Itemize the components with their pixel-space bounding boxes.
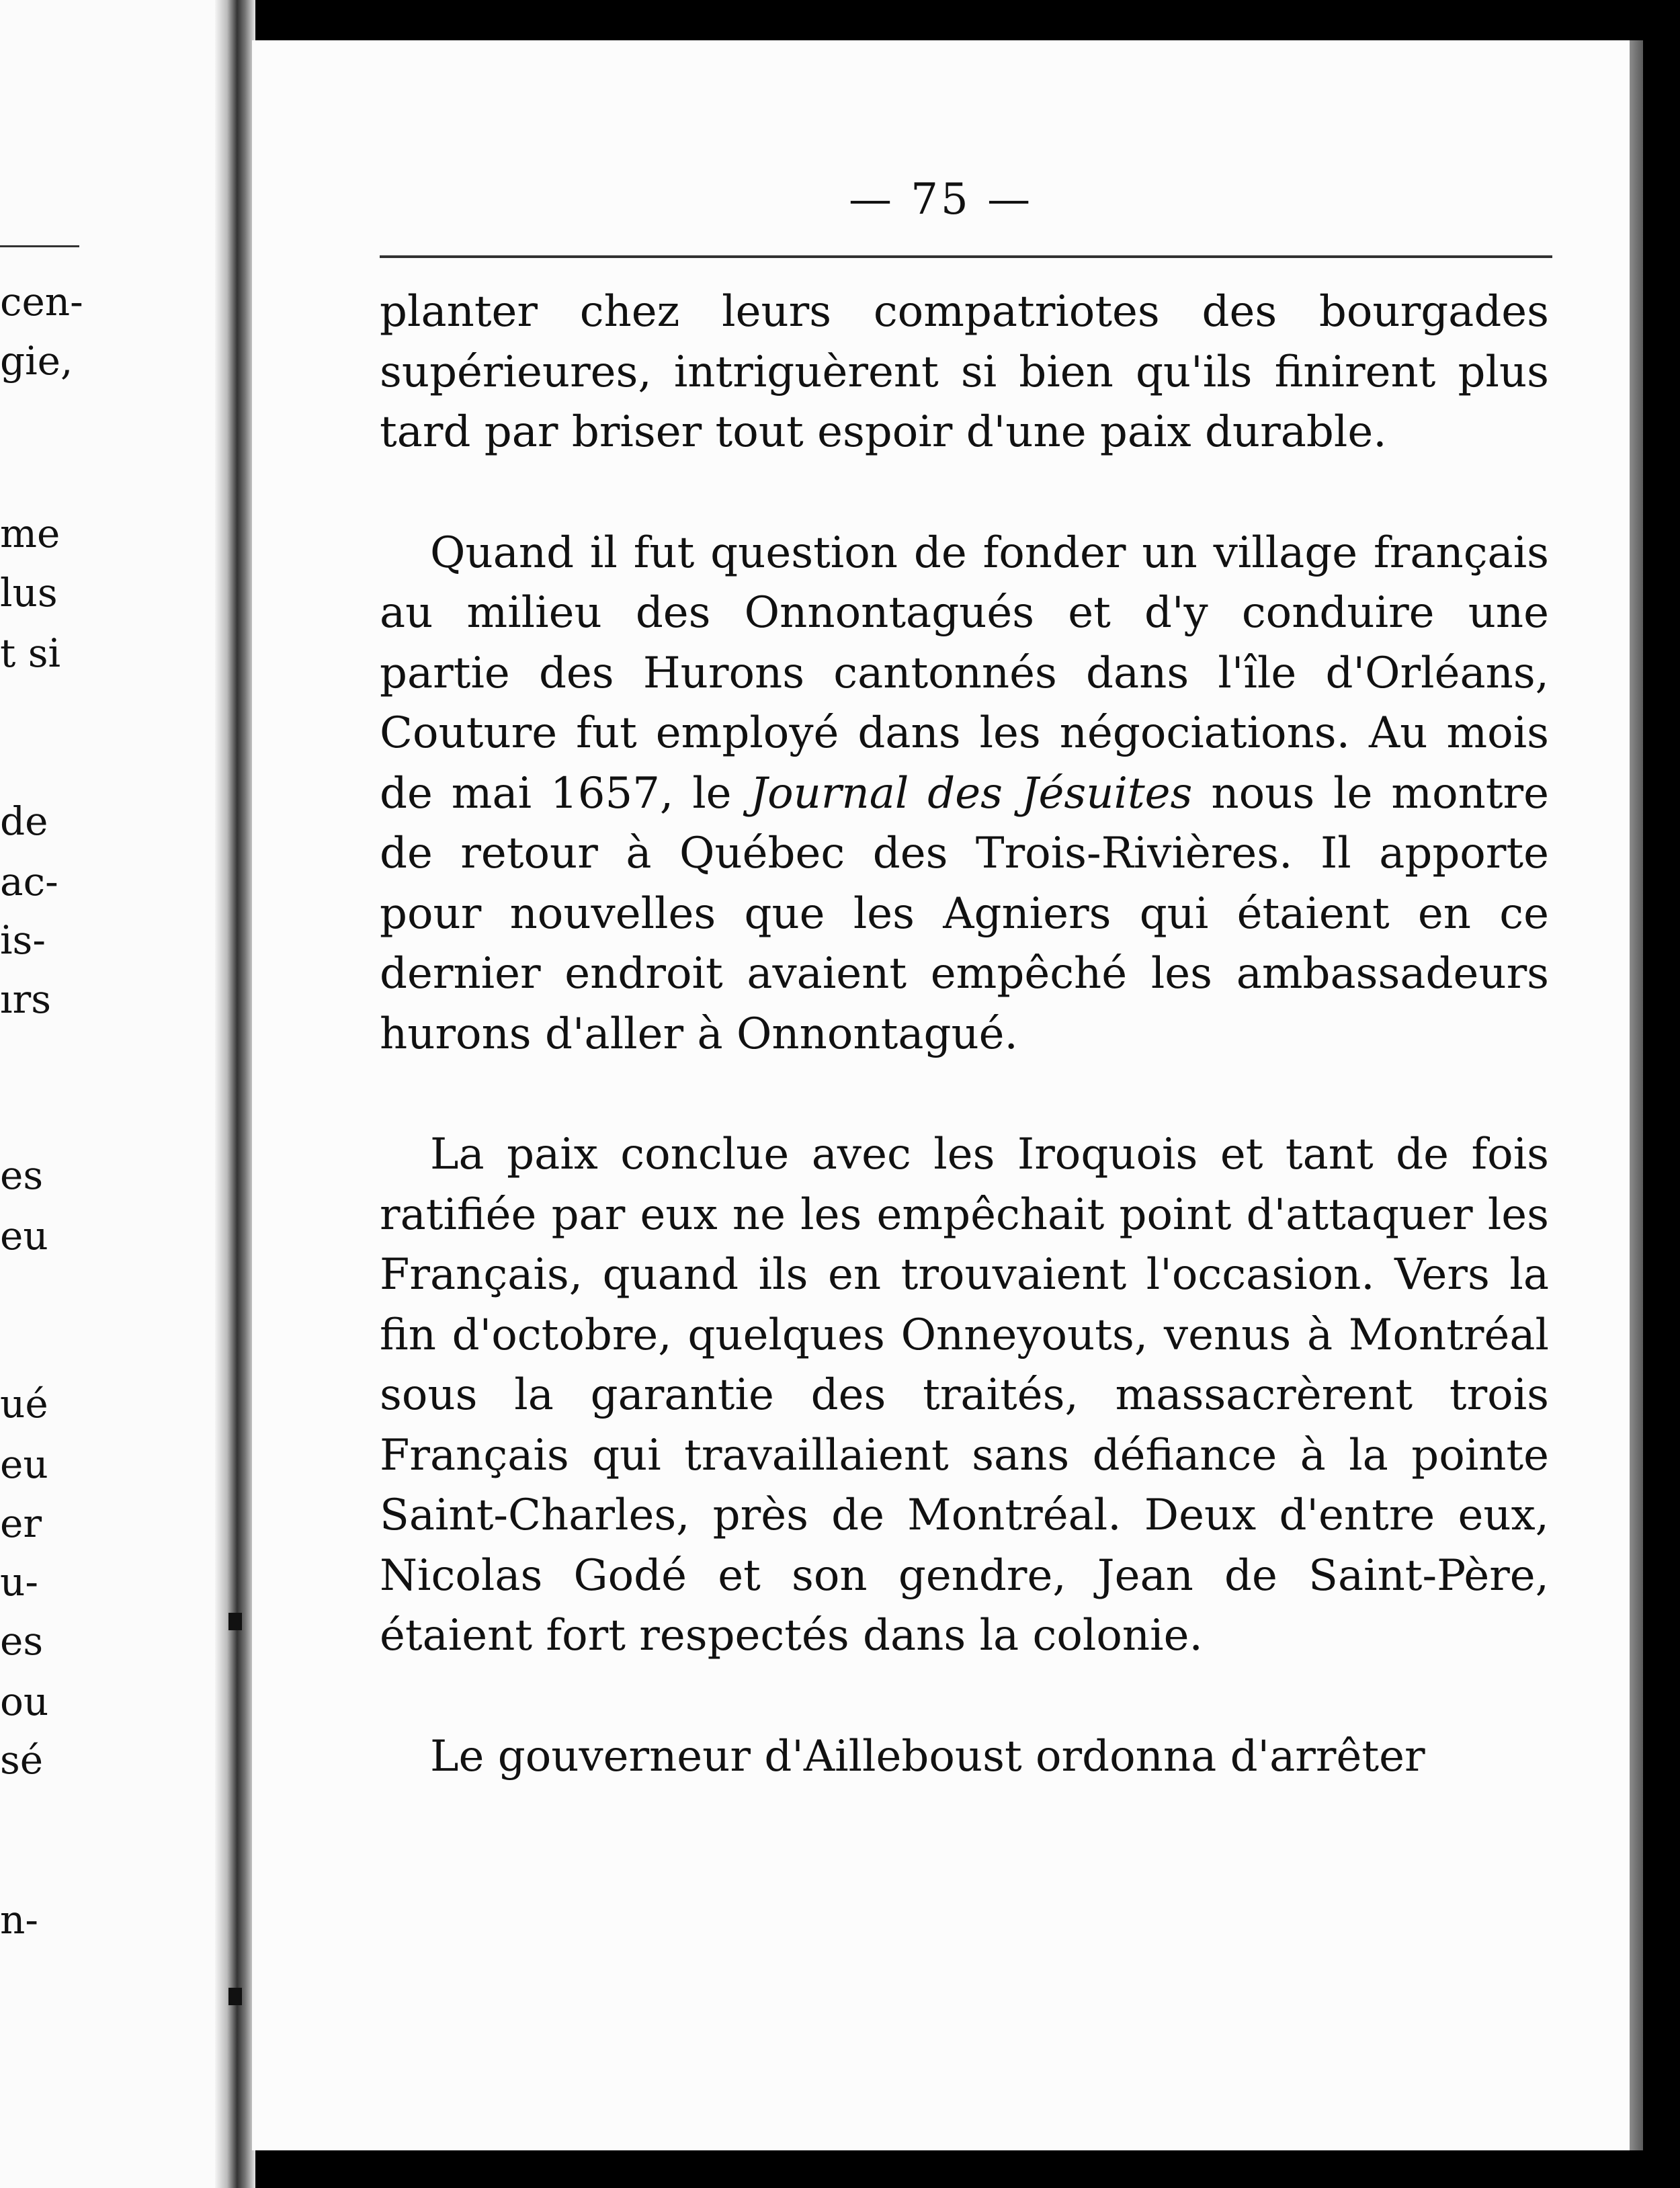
- left-page-fragment: n-: [0, 1897, 38, 1943]
- paragraph-text: La paix conclue avec les Iroquois et tant de fois ratifiée par eux ne les empêchait point d'attaquer les Français, quand ils en trouvaient l'occasion. Vers la fin d'octobre, quelques Onneyouts, venus à Montréal sous la garantie des traités, massacrèrent trois Français qui travaillaient sans défiance à la pointe Saint-Charles, près de Montréal. Deux d'entre eux, Nicolas Godé et son gendre, Jean de Saint-Père, étaient fort respectés dans la colonie.: [380, 1130, 1549, 1660]
- left-page-fragment: lus: [0, 570, 58, 616]
- left-page-fragment: u-: [0, 1559, 38, 1605]
- left-page-fragment: me: [0, 511, 60, 556]
- left-page-fragment: ué: [0, 1381, 48, 1427]
- left-page-header-rule: [0, 245, 79, 247]
- paragraph-text: Quand il fut question de fonder un village français au milieu des Onnontagués et d'y conduire une partie des Hurons cantonnés dans l'île d'Orléans, Couture fut employé dans les négociations. Au mois de mai 1657, le: [380, 528, 1549, 818]
- left-page-fragment: gie,: [0, 338, 73, 384]
- binding-mark: [228, 1988, 242, 2005]
- book-gutter: [215, 0, 255, 2188]
- left-page-fragment: eu: [0, 1441, 48, 1487]
- left-page-fragment: ou: [0, 1679, 49, 1724]
- left-page-fragment: er: [0, 1501, 42, 1546]
- italic-title: Journal des Jésuites: [750, 768, 1193, 818]
- left-page-fragment: cen-: [0, 279, 83, 325]
- paragraph-text: Le gouverneur d'Ailleboust ordonna d'arrêter: [430, 1731, 1425, 1781]
- right-page: [252, 40, 1630, 2150]
- paragraph: [380, 523, 1549, 1065]
- left-page-fragment: eu: [0, 1213, 48, 1259]
- left-facing-page: [0, 0, 232, 2188]
- left-page-fragment: ac-: [0, 859, 58, 904]
- binding-mark: [228, 1613, 242, 1630]
- left-page-fragment: t si: [0, 630, 61, 676]
- left-page-fragment: de: [0, 798, 48, 844]
- paragraph: [380, 282, 1549, 463]
- paragraph: [380, 1727, 1549, 1787]
- left-page-fragment: es: [0, 1152, 44, 1198]
- header-rule: [380, 255, 1552, 258]
- page-number: — 75 —: [848, 175, 1034, 224]
- paragraph: [380, 1125, 1549, 1667]
- paragraph-text: planter chez leurs compatriotes des bourgades supérieures, intriguèrent si bien qu'ils finirent plus tard par briser tout espoir d'une paix durable.: [380, 287, 1549, 457]
- paragraph-text: nous le montre de retour à Québec des Trois-Rivières. Il apporte pour nouvelles que les Agniers qui étaient en ce dernier endroit avaient empêché les ambassadeurs hurons d'aller à Onnontagué.: [380, 768, 1550, 1059]
- left-page-fragment: ırs: [0, 976, 52, 1022]
- left-page-fragment: sé: [0, 1737, 44, 1783]
- left-page-fragment: es: [0, 1618, 44, 1664]
- left-page-fragment: is-: [0, 917, 46, 963]
- body-text: [380, 282, 1549, 1787]
